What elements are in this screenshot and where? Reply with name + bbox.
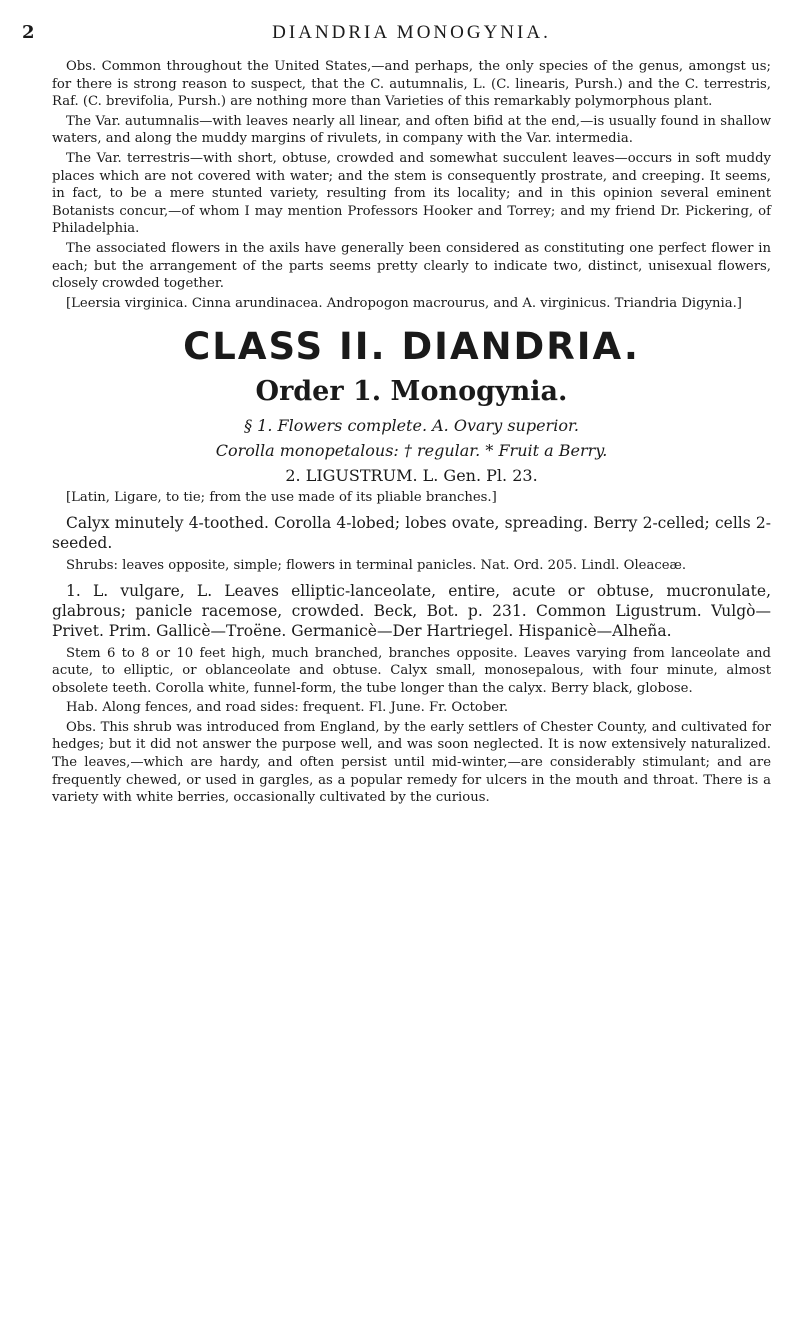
- page-number: 2: [22, 22, 35, 43]
- species-stem: Stem 6 to 8 or 10 feet high, much branched, branches opposite. Leaves varying from lanceolate and acute, to elliptic, or oblanceolate and obtuse. Calyx small, monosepalous, with four minute, almost obsolete teeth. Corolla white, funnel-form, the tube longer than the calyx. Berry black, globose.: [52, 645, 771, 696]
- species-observation: Obs. This shrub was introduced from England, by the early settlers of Chester County, and cultivated for hedges; but it did not answer the purpose well, and was soon neglected. It is now extensively naturalized. The leaves,—which are hardy, and often persist until mid-winter,—are considerably stimulant; and are frequently chewed, or used in gargles, as a popular remedy for ulcers in the mouth and throat. There is a variety with white berries, occasionally cultivated by the curious.: [52, 719, 771, 806]
- related-genera-note: [Leersia virginica. Cinna arundinacea. Andropogon macrourus, and A. virginicus. Triandria Digynia.]: [66, 295, 742, 311]
- obs-paragraph: Obs. Common throughout the United States,—and perhaps, the only species of the genus, amongst us; for there is strong reason to suspect, that the C. autumnalis, L. (C. linearis, Pursh.) and the C. terrestris, Raf. (C. brevifolia, Pursh.) are nothing more than Varieties of this remarkably polymorphous plant.: [52, 59, 771, 110]
- genus-characters: Calyx minutely 4-toothed. Corolla 4-lobed; lobes ovate, spreading. Berry 2-celled; cells 2-seeded.: [52, 513, 771, 552]
- genus-shrubs-note: Shrubs: leaves opposite, simple; flowers in terminal panicles. Nat. Ord. 205. Lindl. Oleaceæ.: [66, 557, 687, 573]
- var-terrestris-paragraph: The Var. terrestris—with short, obtuse, crowded and somewhat succulent leaves—occurs in soft muddy places which are not covered with water; and the stem is consequently prostrate, and creeping. It seems, in fact, to be a mere stunted variety, resulting from its locality; and in this opinion several eminent Botanists concur,—of whom I may mention Professors Hooker and Torrey; and my friend Dr. Pickering, of Philadelphia.: [52, 150, 771, 237]
- genus-title: 2. LIGUSTRUM. L. Gen. Pl. 23.: [285, 466, 538, 486]
- intro-notes: [52, 58, 771, 312]
- section-heading: § 1. Flowers complete. A. Ovary superior.: [244, 416, 579, 436]
- order-heading: Order 1. Monogynia.: [255, 376, 568, 408]
- species-habitat: Hab. Along fences, and road sides: frequent. Fl. June. Fr. October.: [66, 700, 509, 716]
- genus-etymology: [Latin, Ligare, to tie; from the use made of its pliable branches.]: [66, 490, 497, 506]
- class-heading: CLASS II. DIANDRIA.: [183, 325, 640, 369]
- running-title: DIANDRIA MONOGYNIA.: [272, 22, 551, 43]
- associated-flowers-paragraph: The associated flowers in the axils have generally been considered as constituting one perfect flower in each; but the arrangement of the parts seems pretty clearly to indicate two, distinct, unisexual flowers, closely crowded together.: [52, 240, 771, 292]
- corolla-heading: Corolla monopetalous: † regular. * Fruit a Berry.: [215, 441, 608, 461]
- species-description: 1. L. vulgare, L. Leaves elliptic-lanceolate, entire, acute or obtuse, mucronulate, glabrous; panicle racemose, crowded. Beck, Bot. p. 231. Common Ligustrum. Vulgò—Privet. Prim. Gallicè—Troëne. Germanicè—Der Hartriegel. Hispanicè—Alheña.: [52, 581, 771, 640]
- var-autumnalis-paragraph: The Var. autumnalis—with leaves nearly all linear, and often bifid at the end,—is usually found in shallow waters, and along the muddy margins of rivulets, in company with the Var. intermedia.: [52, 113, 771, 147]
